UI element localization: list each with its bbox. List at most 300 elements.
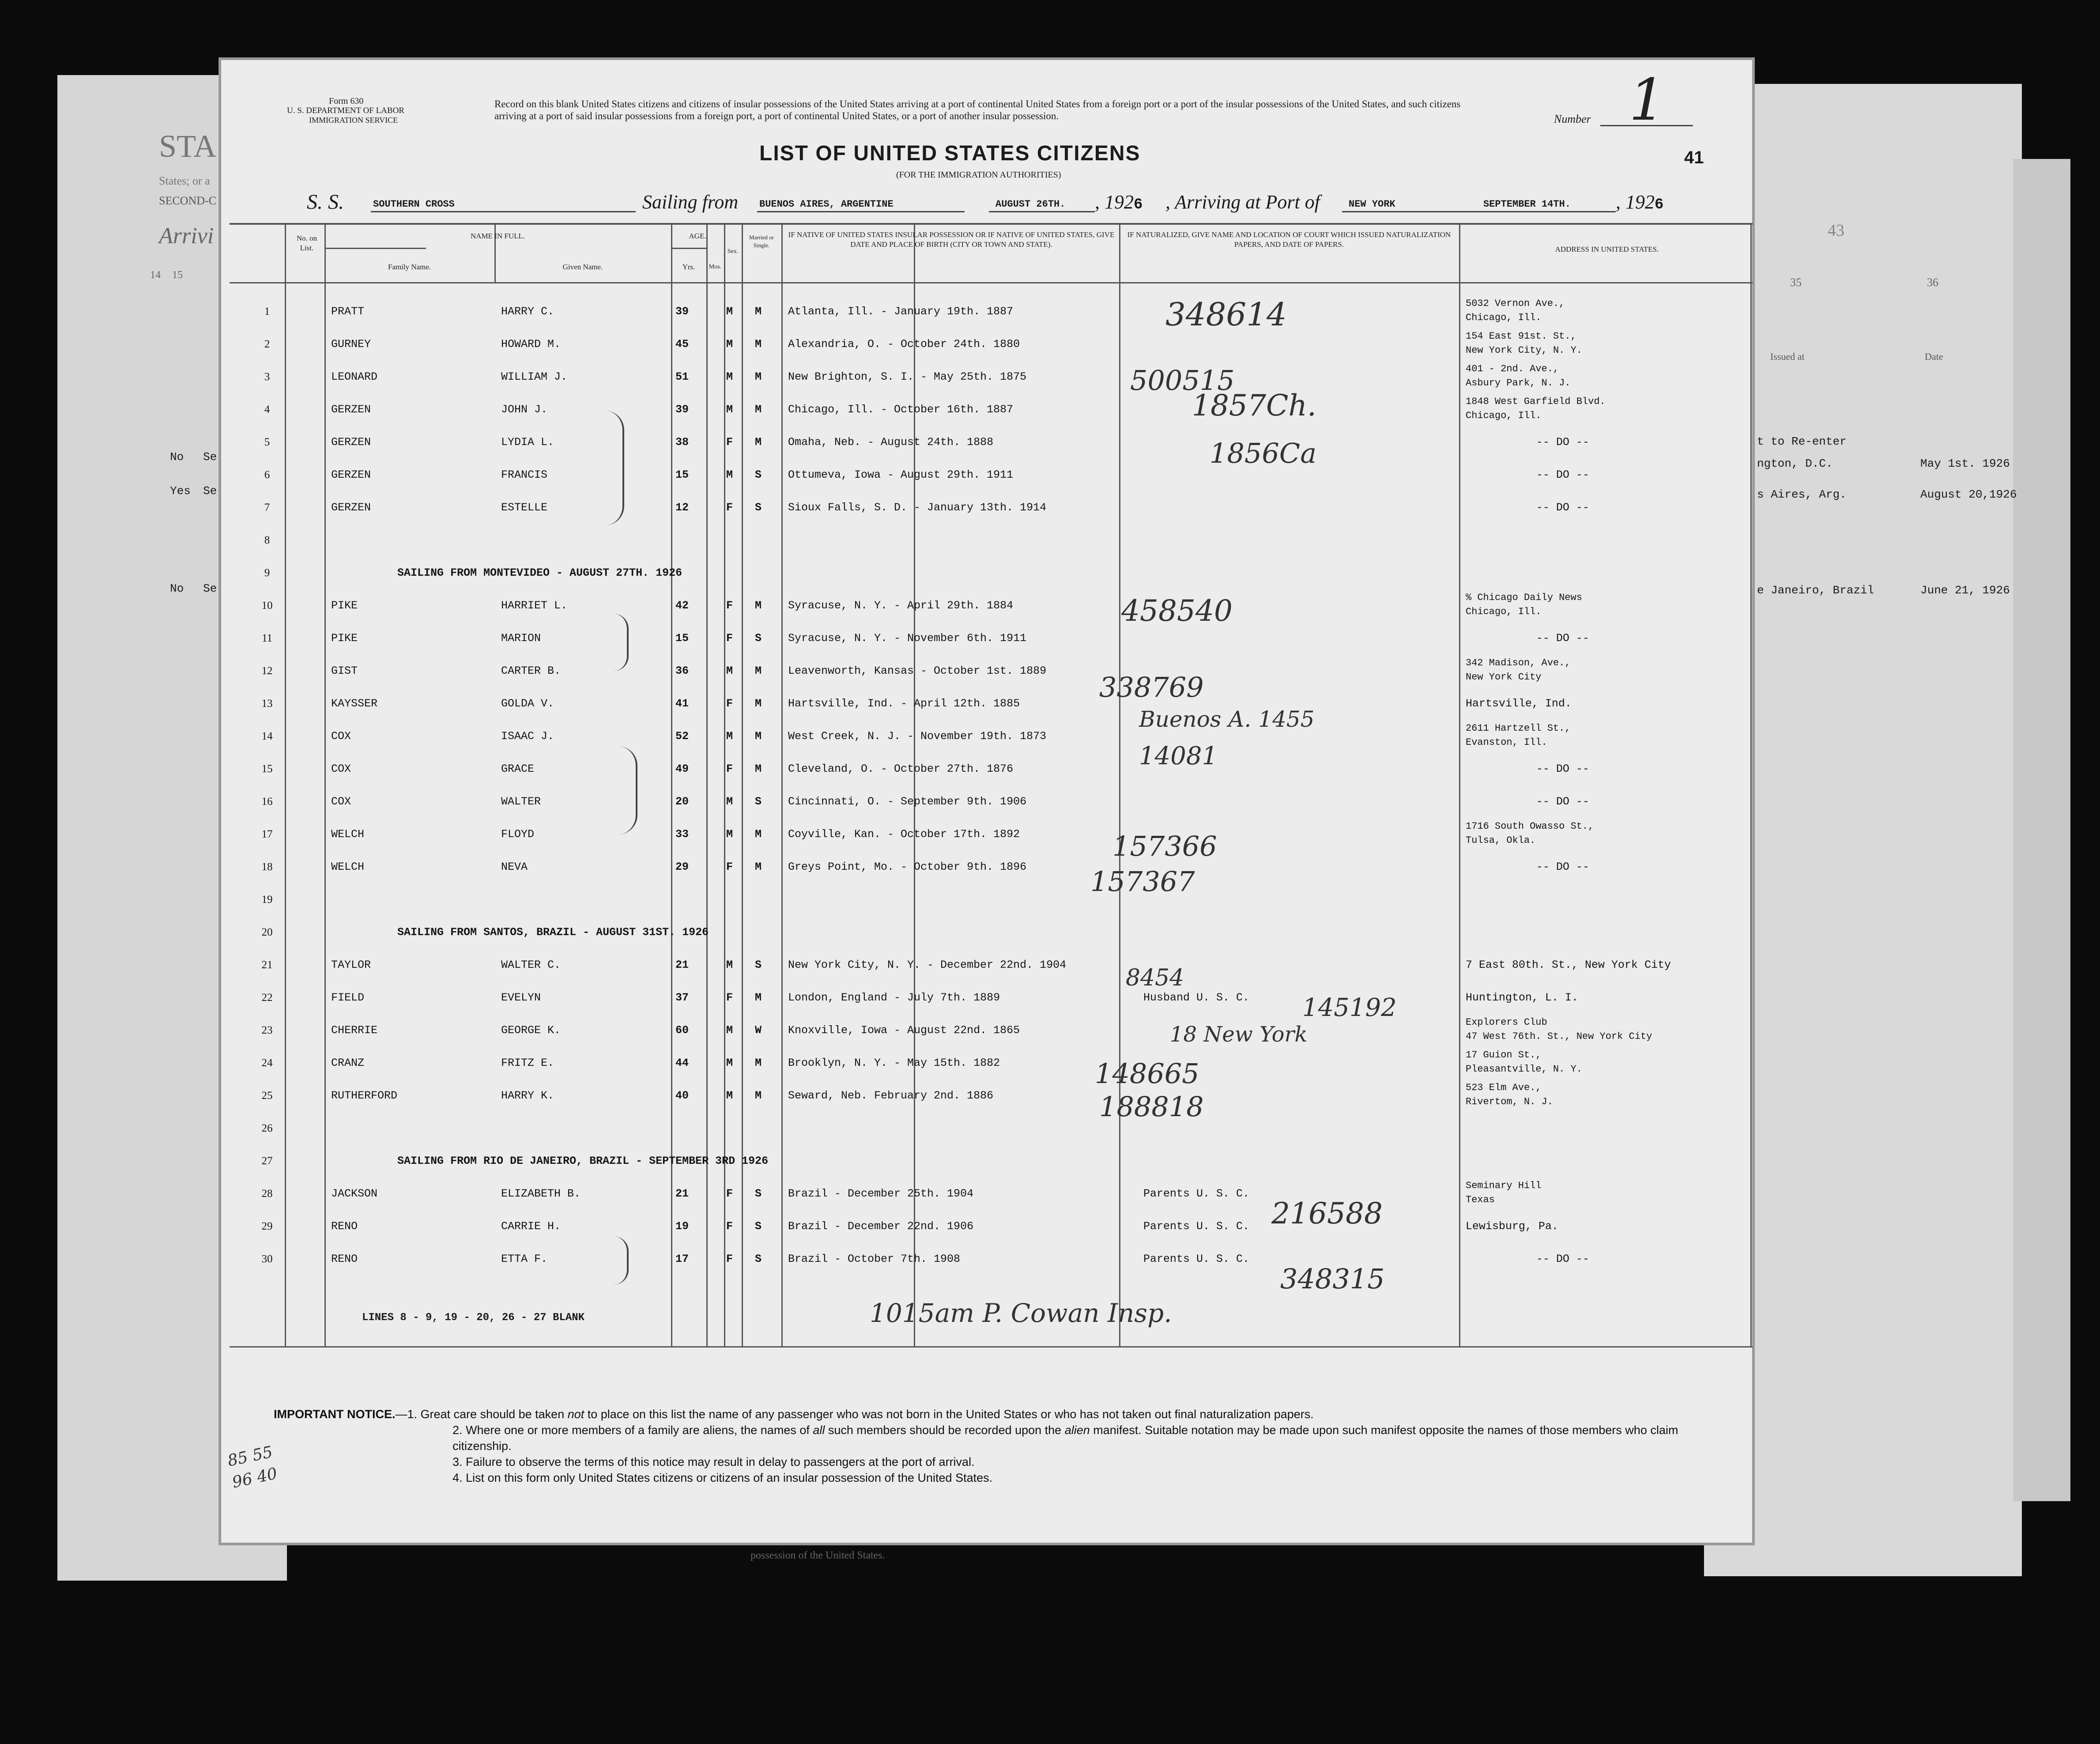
cell-section: SAILING FROM SANTOS, BRAZIL - AUGUST 31ST. 1926	[397, 926, 709, 939]
cell-ms: S	[755, 959, 762, 971]
notice-item2-em2: alien	[1064, 1423, 1090, 1437]
cell-addr1: 2611 Hartzell St.,	[1466, 723, 1571, 734]
col-given-name: Given Name.	[562, 263, 603, 271]
cell-no: 3	[264, 371, 270, 383]
notice-heading: IMPORTANT NOTICE.	[274, 1408, 396, 1421]
cell-birth: Brazil - December 25th. 1904	[788, 1187, 974, 1200]
cell-addr2: 47 West 76th. St., New York City	[1466, 1031, 1652, 1042]
page-number: 41	[1684, 148, 1704, 167]
cell-addr1: % Chicago Daily News	[1466, 592, 1583, 603]
cell-addr2: Rivertom, N. J.	[1466, 1096, 1553, 1107]
cell-family: LEONARD	[331, 370, 378, 383]
cell-given: JOHN J.	[501, 403, 548, 416]
record-note: Record on this blank United States citizens and citizens of insular possessions of the United States arriving at a port of continental United States from a foreign port or a port of the insular possessions of the United States, and such citizens arriving at a port of said insular possessions from a foreign port, a port of continental United States, or a port of another insular possession.	[494, 98, 1461, 121]
cell-birth: Brazil - December 22nd. 1906	[788, 1220, 974, 1233]
cell-addr2: Chicago, Ill.	[1466, 312, 1542, 323]
notice-line-3: 3. Failure to observe the terms of this notice may result in delay to passengers at the port of arrival.	[452, 1455, 975, 1468]
cell-addr1: 523 Elm Ave.,	[1466, 1082, 1542, 1093]
cell-ms: S	[755, 501, 762, 514]
cell-ms: M	[755, 436, 762, 449]
cell-no: 26	[261, 1122, 273, 1134]
arriving-label: , Arriving at Port of	[1165, 191, 1320, 213]
handwritten-3: 1857Ch.	[1192, 389, 1316, 423]
cell-birth: New York City, N. Y. - December 22nd. 1904	[788, 959, 1067, 971]
cell-ms: M	[755, 828, 762, 841]
cell-no: 7	[264, 502, 270, 513]
cell-family: PIKE	[331, 632, 358, 645]
cell-given: WALTER C.	[501, 959, 561, 971]
table-row	[230, 720, 1753, 753]
cell-birth: Knoxville, Iowa - August 22nd. 1865	[788, 1024, 1020, 1037]
cell-sex: M	[726, 730, 733, 743]
cell-given: ETTA F.	[501, 1253, 548, 1265]
table-row	[230, 1210, 1753, 1243]
handwritten-28: 216588	[1271, 1197, 1383, 1231]
cell-addr1: Lewisburg, Pa.	[1466, 1220, 1559, 1233]
under-r3b: June 21, 1926	[1920, 584, 2010, 597]
cell-family: KAYSSER	[331, 697, 378, 710]
family-bracket-pike	[614, 614, 629, 671]
table-row	[230, 459, 1753, 491]
cell-sex: M	[726, 828, 733, 841]
year-to	[1616, 191, 1663, 213]
cell-yrs: 19	[675, 1220, 689, 1233]
cell-birth: Alexandria, O. - October 24th. 1880	[788, 338, 1020, 351]
cell-no: 14	[261, 730, 273, 742]
col-mos: Mos.	[709, 264, 722, 270]
cell-no: 23	[261, 1024, 273, 1036]
under-r2a: s Aires, Arg.	[1757, 488, 1847, 501]
cell-yrs: 51	[675, 370, 689, 383]
cell-family: PIKE	[331, 599, 358, 612]
cell-given: MARION	[501, 632, 541, 645]
cell-sex: F	[726, 1253, 733, 1265]
cell-no: 16	[261, 796, 273, 808]
cell-yrs: 49	[675, 763, 689, 775]
cell-ms: M	[755, 664, 762, 677]
cell-nat: Parents U. S. C.	[1143, 1253, 1250, 1265]
cell-given: HOWARD M.	[501, 338, 561, 351]
under-r3a: e Janeiro, Brazil	[1757, 584, 1874, 597]
cell-addr1: 1848 West Garfield Blvd.	[1466, 396, 1606, 407]
cell-birth: Chicago, Ill. - October 16th. 1887	[788, 403, 1014, 416]
cell-ms: S	[755, 468, 762, 481]
cell-ms: M	[755, 403, 762, 416]
cell-family: RENO	[331, 1253, 358, 1265]
handwritten-4: 1856Ca	[1210, 437, 1317, 469]
cell-sex: F	[726, 1187, 733, 1200]
table-row	[230, 295, 1753, 328]
cell-ms: S	[755, 795, 762, 808]
cell-no: 10	[261, 600, 273, 612]
cell-family: CHERRIE	[331, 1024, 378, 1037]
table-row	[230, 361, 1753, 393]
ship-underline	[371, 211, 636, 212]
cell-yrs: 52	[675, 730, 689, 743]
handwritten-25: 188818	[1099, 1091, 1204, 1123]
cell-family: CRANZ	[331, 1057, 365, 1069]
cell-given: WALTER	[501, 795, 541, 808]
col-address: ADDRESS IN UNITED STATES.	[1555, 245, 1659, 253]
cell-birth: London, England - July 7th. 1889	[788, 991, 1000, 1004]
cell-yrs: 21	[675, 1187, 689, 1200]
cell-ms: S	[755, 632, 762, 645]
cell-yrs: 36	[675, 664, 689, 677]
cell-addr2: Chicago, Ill.	[1466, 410, 1542, 421]
cell-birth: Leavenworth, Kansas - October 1st. 1889	[788, 664, 1047, 677]
col-age: AGE.	[689, 232, 706, 240]
cell-sex: M	[726, 959, 733, 971]
col-sex: Sex.	[727, 248, 739, 255]
col-birth: IF NATIVE OF UNITED STATES INSULAR POSSESSION OR IF NATIVE OF UNITED STATES, GIVE DATE AND PLACE OF BIRTH (CITY OR TOWN AND STATE).	[788, 230, 1115, 249]
table-row	[230, 557, 1753, 589]
cell-yrs: 15	[675, 632, 689, 645]
handwritten-22a: 145192	[1302, 993, 1397, 1022]
table-row	[230, 1178, 1753, 1210]
cell-sex: M	[726, 305, 733, 318]
cell-given: FRANCIS	[501, 468, 548, 481]
cell-ms: M	[755, 763, 762, 775]
cell-ms: M	[755, 338, 762, 351]
table-row	[230, 1112, 1753, 1145]
handwritten-13: Buenos A. 1455	[1139, 706, 1315, 732]
under-right43: 43	[1828, 221, 1844, 240]
blank-lines-note: LINES 8 - 9, 19 - 20, 26 - 27 BLANK	[362, 1312, 585, 1324]
table-row	[230, 883, 1753, 916]
cell-birth: Hartsville, Ind. - April 12th. 1885	[788, 697, 1020, 710]
port-to-underline	[1342, 211, 1616, 212]
form-subtitle: (FOR THE IMMIGRATION AUTHORITIES)	[896, 170, 1061, 180]
cell-addr1: Hartsville, Ind.	[1466, 697, 1572, 710]
cell-no: 22	[261, 992, 273, 1004]
cell-addr1: Huntington, L. I.	[1466, 991, 1579, 1004]
table-row	[230, 916, 1753, 949]
cell-addr2: Texas	[1466, 1194, 1495, 1205]
cell-sex: F	[726, 861, 733, 873]
notice-line-1	[274, 1406, 1731, 1422]
cell-birth: Syracuse, N. Y. - April 29th. 1884	[788, 599, 1014, 612]
cell-no: 6	[264, 469, 270, 481]
cell-birth: Ottumeva, Iowa - August 29th. 1911	[788, 468, 1014, 481]
cell-no: 13	[261, 698, 273, 710]
handwritten-14: 14081	[1139, 742, 1218, 770]
cell-no: 30	[261, 1253, 273, 1265]
cell-no: 8	[264, 534, 270, 546]
cell-no: 4	[264, 404, 270, 415]
cell-addr1: -- DO --	[1536, 436, 1590, 449]
cell-birth: West Creek, N. J. - November 19th. 1873	[788, 730, 1047, 743]
cell-addr1: -- DO --	[1536, 795, 1590, 808]
cell-birth: Coyville, Kan. - October 17th. 1892	[788, 828, 1020, 841]
notice-item2-c: manifest. Suitable notation may be made upon such manifest opposite the names of those members who claim citizenship.	[452, 1423, 1678, 1453]
handwritten-footer: 1015am P. Cowan Insp.	[870, 1298, 1172, 1328]
handwritten-2: 500515	[1130, 364, 1235, 396]
cell-given: LYDIA L.	[501, 436, 554, 449]
notice-item1-a: —1. Great care should be taken	[395, 1408, 568, 1421]
cell-birth: Brooklyn, N. Y. - May 15th. 1882	[788, 1057, 1000, 1069]
cell-family: WELCH	[331, 828, 365, 841]
cell-no: 1	[264, 306, 270, 317]
cell-birth: New Brighton, S. I. - May 25th. 1875	[788, 370, 1027, 383]
cell-yrs: 41	[675, 697, 689, 710]
cell-yrs: 21	[675, 959, 689, 971]
under-no2: No	[170, 582, 184, 595]
cell-given: ELIZABETH B.	[501, 1187, 581, 1200]
cell-sex: F	[726, 436, 733, 449]
cell-no: 20	[261, 926, 273, 938]
cell-no: 12	[261, 665, 273, 677]
table-row	[230, 785, 1753, 818]
cell-ms: S	[755, 1253, 762, 1265]
cell-given: WILLIAM J.	[501, 370, 568, 383]
cell-family: COX	[331, 763, 351, 775]
port-to: NEW YORK	[1349, 199, 1395, 210]
cell-family: COX	[331, 795, 351, 808]
ship-name: SOUTHERN CROSS	[373, 199, 455, 210]
cell-sex: M	[726, 338, 733, 351]
notice-line-2	[274, 1422, 1731, 1454]
notice-item2-a: 2. Where one or more members of a family are aliens, the names of	[452, 1423, 813, 1437]
under-right35: 35	[1790, 276, 1802, 289]
under-se3: Se	[203, 582, 217, 595]
cell-no: 24	[261, 1057, 273, 1069]
table-row	[230, 655, 1753, 687]
table-row	[230, 524, 1753, 557]
col-yrs: Yrs.	[682, 263, 695, 271]
cell-birth: Omaha, Neb. - August 24th. 1888	[788, 436, 994, 449]
cell-addr2: Chicago, Ill.	[1466, 606, 1542, 617]
table-row	[230, 328, 1753, 361]
date-from-underline	[989, 211, 1095, 212]
cell-sex: F	[726, 599, 733, 612]
cell-sex: F	[726, 763, 733, 775]
col-married: Married or Single.	[749, 234, 774, 249]
cell-sex: F	[726, 501, 733, 514]
cell-family: WELCH	[331, 861, 365, 873]
cell-addr1: 401 - 2nd. Ave.,	[1466, 363, 1559, 374]
cell-addr1: 154 East 91st. St.,	[1466, 331, 1576, 342]
cell-birth: Syracuse, N. Y. - November 6th. 1911	[788, 632, 1027, 645]
cell-yrs: 33	[675, 828, 689, 841]
cell-sex: M	[726, 664, 733, 677]
table-row	[230, 1080, 1753, 1112]
cell-family: GURNEY	[331, 338, 371, 351]
cell-ms: M	[755, 697, 762, 710]
year-digit-from: 6	[1134, 196, 1143, 213]
family-bracket-cox	[618, 746, 637, 834]
under-states: States; or a	[159, 174, 210, 187]
under-col15: 15	[172, 269, 183, 281]
number-value: 1	[1629, 66, 1666, 133]
important-notice	[274, 1406, 1731, 1486]
port-from: BUENOS AIRES, ARGENTINE	[759, 199, 894, 210]
cell-family: GERZEN	[331, 403, 371, 416]
cell-yrs: 15	[675, 468, 689, 481]
cell-section: SAILING FROM RIO DE JANEIRO, BRAZIL - SEPTEMBER 3RD 1926	[397, 1155, 769, 1167]
under-second: SECOND-C	[159, 194, 217, 207]
notice-item1-b: to place on this list the name of any passenger who was not born in the United States or who has not taken out final naturalization papers.	[584, 1408, 1314, 1421]
cell-family: RUTHERFORD	[331, 1089, 398, 1102]
cell-birth: Brazil - October 7th. 1908	[788, 1253, 961, 1265]
cell-addr2: New York City	[1466, 672, 1542, 683]
under-r1a: ngton, D.C.	[1757, 457, 1833, 470]
cell-no: 28	[261, 1188, 273, 1200]
cell-yrs: 29	[675, 861, 689, 873]
cell-family: GIST	[331, 664, 358, 677]
under-date: Date	[1925, 351, 1943, 362]
cell-birth: Cleveland, O. - October 27th. 1876	[788, 763, 1014, 775]
cell-family: GERZEN	[331, 436, 371, 449]
cell-no: 21	[261, 959, 273, 971]
table-row	[230, 949, 1753, 981]
cell-ms: S	[755, 1220, 762, 1233]
cell-addr1: -- DO --	[1536, 501, 1590, 514]
cell-no: 19	[261, 894, 273, 906]
cell-given: EVELYN	[501, 991, 541, 1004]
notice-item2-em1: all	[813, 1423, 825, 1437]
cell-ms: S	[755, 1187, 762, 1200]
manifest-table	[230, 223, 1753, 1346]
cell-addr1: -- DO --	[1536, 1253, 1590, 1265]
cell-ms: M	[755, 730, 762, 743]
cell-family: FIELD	[331, 991, 365, 1004]
cell-family: RENO	[331, 1220, 358, 1233]
cell-yrs: 20	[675, 795, 689, 808]
col-family-name: Family Name.	[388, 263, 431, 271]
cell-family: TAYLOR	[331, 959, 371, 971]
year-from	[1095, 191, 1142, 213]
table-row	[230, 1145, 1753, 1178]
cell-family: JACKSON	[331, 1187, 378, 1200]
table-row	[230, 589, 1753, 622]
cell-yrs: 60	[675, 1024, 689, 1037]
form-title: LIST OF UNITED STATES CITIZENS	[759, 142, 1141, 165]
table-row	[230, 622, 1753, 655]
cell-ms: M	[755, 1089, 762, 1102]
cell-ms: M	[755, 1057, 762, 1069]
form-service: IMMIGRATION SERVICE	[309, 116, 398, 125]
cell-addr1: 7 East 80th. St., New York City	[1466, 959, 1671, 971]
cell-addr1: -- DO --	[1536, 468, 1590, 481]
cell-nat: Parents U. S. C.	[1143, 1187, 1250, 1200]
underlying-page-right-edge	[2013, 159, 2070, 1501]
cell-given: GEORGE K.	[501, 1024, 561, 1037]
handwritten-24: 148665	[1095, 1057, 1199, 1090]
cell-birth: Greys Point, Mo. - October 9th. 1896	[788, 861, 1027, 873]
cell-addr1: -- DO --	[1536, 632, 1590, 645]
cell-ms: M	[755, 991, 762, 1004]
cell-family: GERZEN	[331, 468, 371, 481]
form-number: Form 630	[329, 96, 364, 106]
cell-nat: Husband U. S. C.	[1143, 991, 1250, 1004]
cell-given: HARRIET L.	[501, 599, 568, 612]
cell-yrs: 45	[675, 338, 689, 351]
handwritten-30: 348315	[1280, 1263, 1385, 1295]
cell-no: 15	[261, 763, 273, 775]
table-row	[230, 491, 1753, 524]
cell-no: 9	[264, 567, 270, 579]
cell-addr2: Pleasantville, N. Y.	[1466, 1064, 1583, 1075]
cell-sex: F	[726, 1220, 733, 1233]
under-se1: Se	[203, 450, 217, 464]
cell-addr1: Explorers Club	[1466, 1017, 1547, 1028]
under-bottom: possession of the United States.	[750, 1550, 885, 1561]
table-row	[230, 818, 1753, 851]
notice-line-4: 4. List on this form only United States citizens or citizens of an insular possession of the United States.	[452, 1471, 993, 1484]
cell-sex: M	[726, 1089, 733, 1102]
col-naturalized: IF NATURALIZED, GIVE NAME AND LOCATION OF COURT WHICH ISSUED NATURALIZATION PAPERS, AND DATE OF PAPERS.	[1127, 230, 1451, 249]
cell-ms: W	[755, 1024, 762, 1037]
cell-family: GERZEN	[331, 501, 371, 514]
under-reenter: t to Re-enter	[1757, 435, 1847, 448]
col-name-in-full: NAME IN FULL.	[470, 232, 525, 240]
table-row	[230, 981, 1753, 1014]
cell-given: GOLDA V.	[501, 697, 554, 710]
under-right36: 36	[1927, 276, 1938, 289]
cell-ms: M	[755, 370, 762, 383]
cell-ms: M	[755, 599, 762, 612]
form-department: U. S. DEPARTMENT OF LABOR	[287, 106, 404, 115]
cell-no: 17	[261, 828, 273, 840]
cell-given: HARRY K.	[501, 1089, 554, 1102]
cell-given: GRACE	[501, 763, 535, 775]
cell-family: COX	[331, 730, 351, 743]
cell-yrs: 40	[675, 1089, 689, 1102]
under-yes: Yes	[170, 484, 191, 498]
cell-addr1: 342 Madison, Ave.,	[1466, 657, 1571, 668]
cell-yrs: 39	[675, 305, 689, 318]
under-r2b: August 20,1926	[1920, 488, 2017, 501]
cell-birth: Sioux Falls, S. D. - January 13th. 1914	[788, 501, 1047, 514]
notice-item2-b: such members should be recorded upon the	[825, 1423, 1065, 1437]
cell-addr1: Seminary Hill	[1466, 1180, 1542, 1191]
under-arrivi: Arrivi	[159, 223, 214, 249]
port-from-underline	[757, 211, 965, 212]
table-row	[230, 687, 1753, 720]
cell-birth: Seward, Neb. February 2nd. 1886	[788, 1089, 994, 1102]
date-from: AUGUST 26TH.	[995, 199, 1066, 210]
table-row	[230, 1047, 1753, 1080]
table-row	[230, 851, 1753, 883]
cell-addr1: -- DO --	[1536, 861, 1590, 873]
under-se2: Se	[203, 484, 217, 498]
cell-given: ISAAC J.	[501, 730, 554, 743]
cell-sex: F	[726, 697, 733, 710]
cell-sex: M	[726, 403, 733, 416]
cell-sex: M	[726, 1057, 733, 1069]
handwritten-1: 348614	[1165, 296, 1287, 333]
notice-item1-em: not	[567, 1408, 584, 1421]
cell-yrs: 38	[675, 436, 689, 449]
year-prefix-from: , 192	[1095, 191, 1134, 213]
cell-no: 25	[261, 1090, 273, 1102]
cell-addr2: Asbury Park, N. J.	[1466, 377, 1571, 389]
col-no-on-list: No. on List.	[296, 234, 317, 252]
cell-addr2: Tulsa, Okla.	[1466, 835, 1536, 846]
cell-given: NEVA	[501, 861, 528, 873]
cell-no: 11	[261, 632, 273, 644]
table-row	[230, 1243, 1753, 1276]
family-bracket-reno	[614, 1236, 629, 1285]
cell-sex: M	[726, 795, 733, 808]
cell-yrs: 17	[675, 1253, 689, 1265]
cell-yrs: 37	[675, 991, 689, 1004]
cell-sex: F	[726, 632, 733, 645]
ss-label: S. S.	[307, 190, 344, 214]
family-bracket-gerzen	[605, 411, 624, 525]
cell-addr2: Evanston, Ill.	[1466, 737, 1547, 748]
cell-yrs: 39	[675, 403, 689, 416]
